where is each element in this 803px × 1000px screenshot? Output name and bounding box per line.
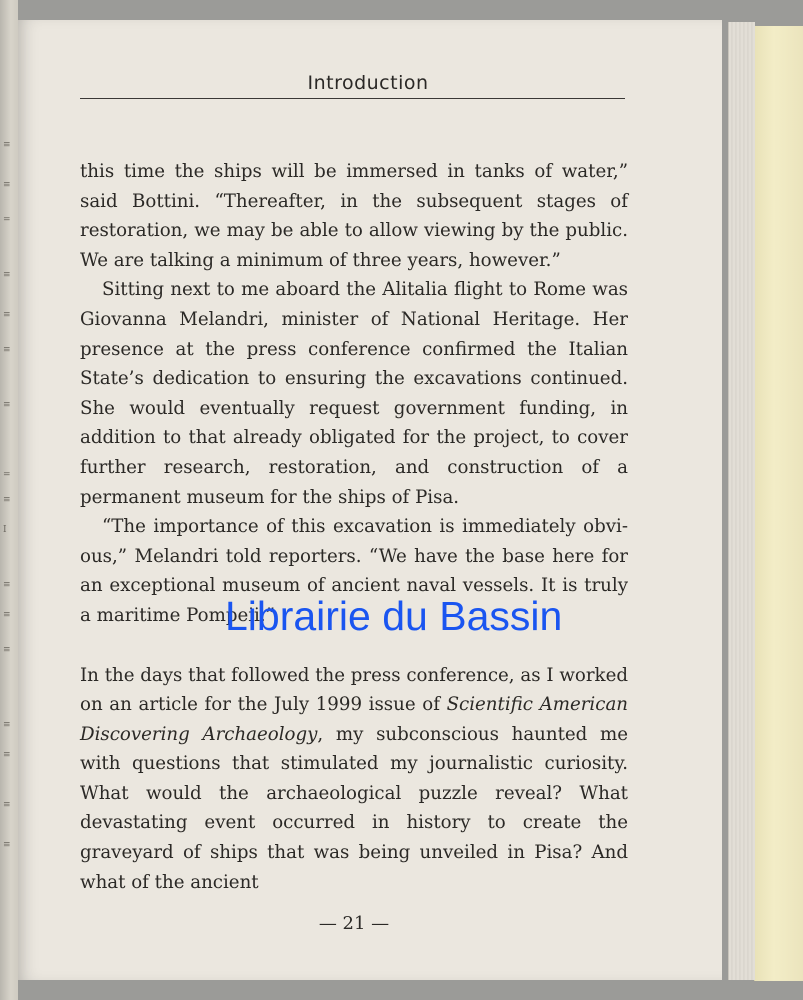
paragraph-1: this time the ships will be immersed in tanks of water,” said Bottini. “Thereafter, in the subsequent stages of restoration, we may be able to allow viewing by the public. We are talking a minimum of three years, however.” xyxy=(80,161,628,271)
watermark-overlay: Librairie du Bassin xyxy=(225,593,563,639)
page-stack-edge xyxy=(728,22,755,980)
facing-page-text-fragments: ≡ ≡ = ≡ ≡ ≡ ≡ = ≡ I ≡ ≡ ≡ ≡ ≡ ≡ ≡ xyxy=(3,140,11,850)
book-cover-edge xyxy=(754,26,803,981)
paragraph-4 xyxy=(80,661,628,898)
header-rule xyxy=(80,98,625,99)
book-page xyxy=(18,20,722,980)
magazine-title: Scientific American Discovering Archaeology xyxy=(80,694,628,745)
body-text xyxy=(80,157,628,897)
paragraph-4-text-b: , my subconscious haunted me with questions that stimulated my journalistic curiosity. What would the archaeological puzzle reveal? What devastating event occurred in history to create the graveyard of ships that was being unveiled in Pisa? And what of the ancient xyxy=(80,723,628,893)
paragraph-4-text-a: In the days that followed the press conference, as I worked on an article for the July 1999 issue of xyxy=(80,664,628,716)
page-number: — 21 — xyxy=(318,913,390,934)
facing-page-edge xyxy=(0,0,18,1000)
paragraph-2: Sitting next to me aboard the Alitalia flight to Rome was Giovanna Melandri, minister of National Heritage. Her presence at the press conference confirmed the Italian State’s dedication to ensuring the excavations continued. She would eventually request government funding, in addition to that already obligated for the project, to cover further research, restoration, and construction of a permanent museum for the ships of Pisa. xyxy=(80,279,628,508)
running-head: Introduction xyxy=(307,72,429,94)
paragraph-3: “The importance of this excavation is immediately obvious,” Melandri told reporters. “We have the base here for an exceptional museum of ancient naval vessels. It is truly a maritime Pompeii.” xyxy=(80,516,628,626)
